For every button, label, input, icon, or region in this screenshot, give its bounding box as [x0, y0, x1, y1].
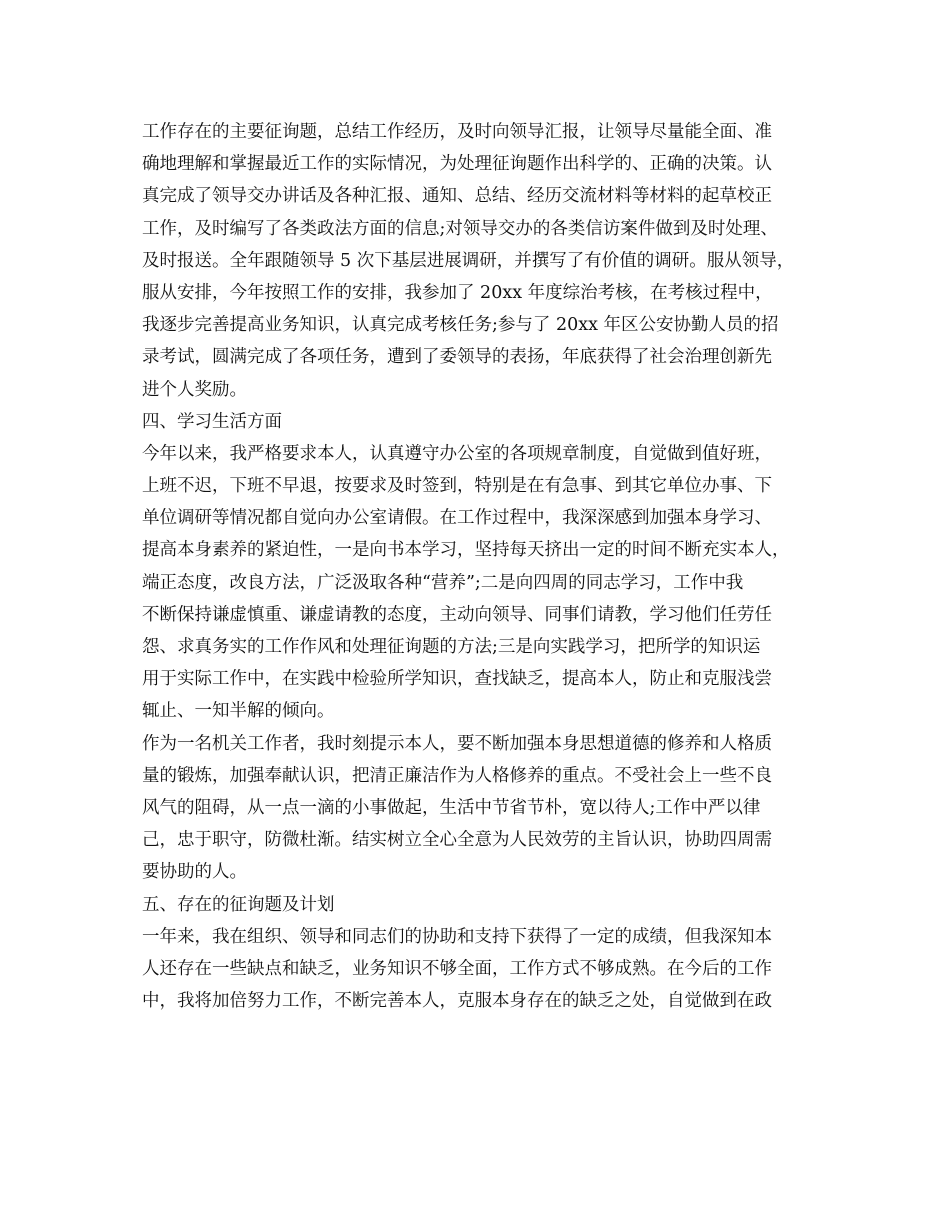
text-line: 人还存在一些缺点和缺乏，业务知识不够全面，工作方式不够成熟。在今后的工作	[142, 958, 772, 979]
text-line: 今年以来，我严格要求本人，认真遵守办公室的各项规章制度，自觉做到值好班，	[142, 443, 772, 464]
text-line: 量的锻炼，加强奉献认识，把清正廉洁作为人格修养的重点。不受社会上一些不良	[142, 765, 772, 786]
text-line: 真完成了领导交办讲话及各种汇报、通知、总结、经历交流材料等材料的起草校正	[142, 186, 772, 207]
text-line: 录考试，圆满完成了各项任务，遭到了委领导的表扬，年底获得了社会治理创新先	[142, 347, 772, 368]
text-line: 工作，及时编写了各类政法方面的信息;对领导交办的各类信访案件做到及时处理、	[142, 218, 778, 239]
text-line: 作为一名机关工作者，我时刻提示本人，要不断加强本身思想道德的修养和人格质	[142, 733, 772, 754]
body-text	[142, 116, 822, 1017]
text-line: 要协助的人。	[142, 862, 247, 883]
text-line: 风气的阻碍，从一点一滴的小事做起，生活中节省节朴，宽以待人;工作中严以律	[142, 797, 761, 818]
text-line: 己，忠于职守，防微杜渐。结实树立全心全意为人民效劳的主旨认识，协助四周需	[142, 830, 772, 851]
text-line: 确地理解和掌握最近工作的实际情况，为处理征询题作出科学的、正确的决策。认	[142, 154, 772, 175]
text-line: 一年来，我在组织、领导和同志们的协助和支持下获得了一定的成绩，但我深知本	[142, 926, 772, 947]
section-heading: 四、学习生活方面	[142, 411, 282, 432]
text-line: 上班不迟，下班不早退，按要求及时签到，特别是在有急事、到其它单位办事、下	[142, 476, 772, 497]
text-line: 辄止、一知半解的倾向。	[142, 701, 335, 722]
text-line: 工作存在的主要征询题，总结工作经历，及时向领导汇报，让领导尽量能全面、准	[142, 122, 772, 142]
text-line: 不断保持谦虚慎重、谦虚请教的态度，主动向领导、同事们请教，学习他们任劳任	[142, 604, 772, 625]
section-heading: 五、存在的征询题及计划	[142, 894, 335, 915]
text-line: 服从安排，今年按照工作的安排，我参加了 20xx 年度综治考核，在考核过程中，	[142, 282, 773, 303]
text-line: 端正态度，改良方法，广泛汲取各种“营养”;二是向四周的同志学习，工作中我	[142, 572, 744, 593]
text-line: 中，我将加倍努力工作，不断完善本人，克服本身存在的缺乏之处，自觉做到在政	[142, 991, 772, 1012]
text-line: 提高本身素养的紧迫性，一是向书本学习，坚持每天挤出一定的时间不断充实本人，	[142, 540, 790, 561]
text-line: 及时报送。全年跟随领导 5 次下基层进展调研，并撰写了有价值的调研。服从领导，	[142, 250, 795, 271]
text-line: 单位调研等情况都自觉向办公室请假。在工作过程中，我深深感到加强本身学习、	[142, 508, 772, 529]
text-line: 我逐步完善提高业务知识，认真完成考核任务;参与了 20xx 年区公安协勤人员的招	[142, 315, 779, 336]
text-line: 用于实际工作中，在实践中检验所学知识，查找缺乏，提高本人，防止和克服浅尝	[142, 669, 772, 690]
text-line: 怨、求真务实的工作作风和处理征询题的方法;三是向实践学习，把所学的知识运	[142, 637, 761, 657]
text-line: 进个人奖励。	[142, 379, 247, 400]
